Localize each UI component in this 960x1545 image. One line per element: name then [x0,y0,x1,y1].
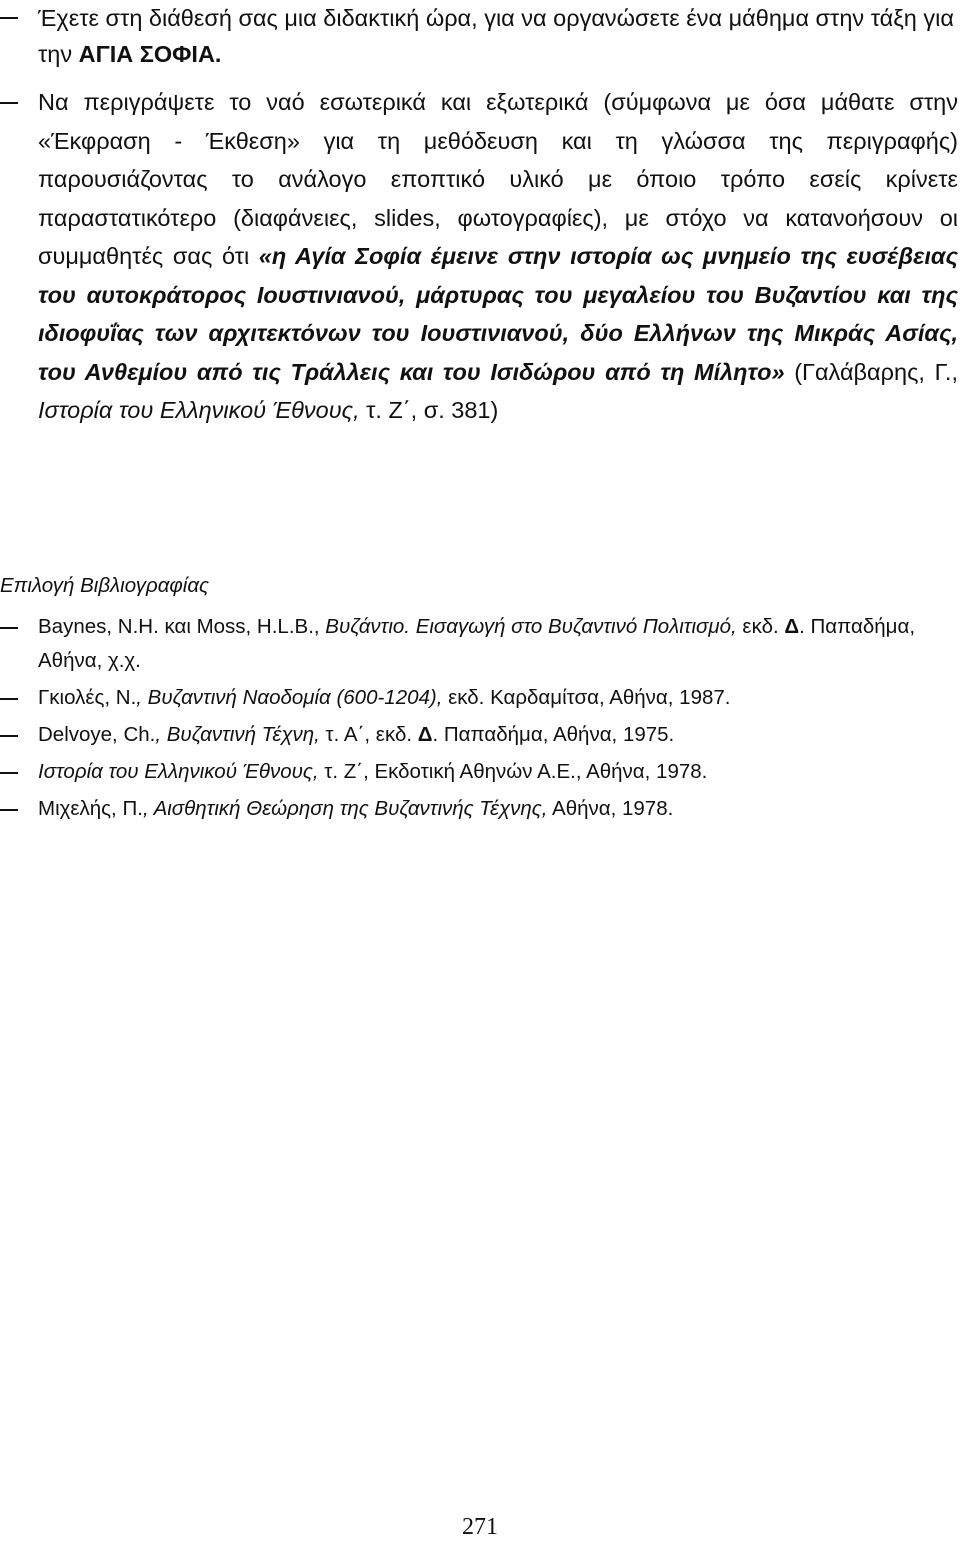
page-number: 271 [462,1514,498,1540]
citation-title: Ιστορία του Ελληνικού Έθνους, [38,397,360,423]
bibliography-entry [0,610,960,678]
instruction-text: Έχετε στη διάθεσή σας μια διδακτική ώρα, για να οργανώσετε ένα μάθημα στην τάξη για την [38,5,954,67]
entry-title: Ιστορία του Ελληνικού Έθνους, [38,760,319,783]
entry-publisher: εκδ. [736,615,785,638]
dash-bullet-icon [0,17,18,19]
entry-title: , Αισθητική Θεώρηση της Βυζαντινής Τέχνης, [142,797,548,820]
instructions-list [0,0,958,430]
bibliography-entry [0,792,960,826]
quotation: «η Αγία Σοφία έμεινε στην ιστορία ως μνημείο της ευσέβειας του αυτοκράτορος Ιουστινιανού, μάρτυρας του μεγαλείου του Βυζαντίου και της ιδιοφυΐας των αρχιτεκτόνων του Ιουστινιανού, δύο Ελλήνων της Μικράς Ασίας, του Ανθεμίου από τις Τράλλεις και του Ισιδώρου από τη Μίλητο» [38,243,958,385]
entry-initial: Δ [417,723,433,746]
dash-bullet-icon [0,698,18,700]
entry-title: Βυζάντιο. [325,615,410,638]
bibliography-heading: Επιλογή Βιβλιογραφίας [0,574,210,597]
dash-bullet-icon [0,102,18,104]
instruction-item-2 [0,83,958,430]
entry-author: Μιχελής, Π. [38,797,143,820]
instruction-item-1 [0,0,958,72]
entry-details: . Παπαδήμα, Αθήνα, χ.χ. [38,615,916,672]
entry-author: Delvoye, Ch. [38,723,156,746]
entry-initial: Δ [784,615,800,638]
entry-author: Baynes, N.H. και Moss, H.L.B., [38,615,326,638]
dash-bullet-icon [0,735,18,737]
citation-volume: τ. Ζ΄, σ. 381) [359,397,499,423]
entry-publisher: τ. Ζ΄, Εκδοτική Αθηνών Α.Ε., Αθήνα, 1978. [318,760,708,783]
entry-publisher: τ. Α΄, εκδ. [319,723,418,746]
entry-subtitle: Εισαγωγή στο Βυζαντινό Πολιτισμό, [415,615,737,638]
entry-title: , Βυζαντινή Ναοδομία (600-1204), [136,686,443,709]
entry-title: , Βυζαντινή Τέχνη, [155,723,320,746]
bibliography-entry [0,755,960,789]
entry-publisher: Αθήνα, 1978. [547,797,674,820]
instruction-emphasis: ΑΓΙΑ ΣΟΦΙΑ. [78,41,222,67]
dash-bullet-icon [0,809,18,811]
citation-separator: , [951,358,958,385]
entry-publisher: εκδ. Καρδαμίτσα, Αθήνα, 1987. [442,686,731,709]
entry-details: . Παπαδήμα, Αθήνα, 1975. [432,723,675,746]
entry-author: Γκιολές, Ν. [38,686,137,709]
instruction-text: Να περιγράψετε το ναό εσωτερικά και εξωτερικά (σύμφωνα με όσα μάθατε στην «Έκφραση - Έκθεση» για τη μεθόδευση και τη γλώσσα της περιγραφής) παρουσιάζοντας το ανάλογο εποπτικό υλικό με όποιο τρόπο εσείς κρίνετε παραστατικότερο (διαφάνειες, slides, φωτογραφίες), με στόχο να κατανοήσουν οι συμμαθητές σας ότι [38,89,958,269]
bibliography-entry [0,681,960,715]
citation-author: (Γαλάβαρης, Γ. [784,358,952,385]
bibliography-entry [0,718,960,752]
dash-bullet-icon [0,772,18,774]
dash-bullet-icon [0,627,18,629]
bibliography-list [0,610,960,829]
